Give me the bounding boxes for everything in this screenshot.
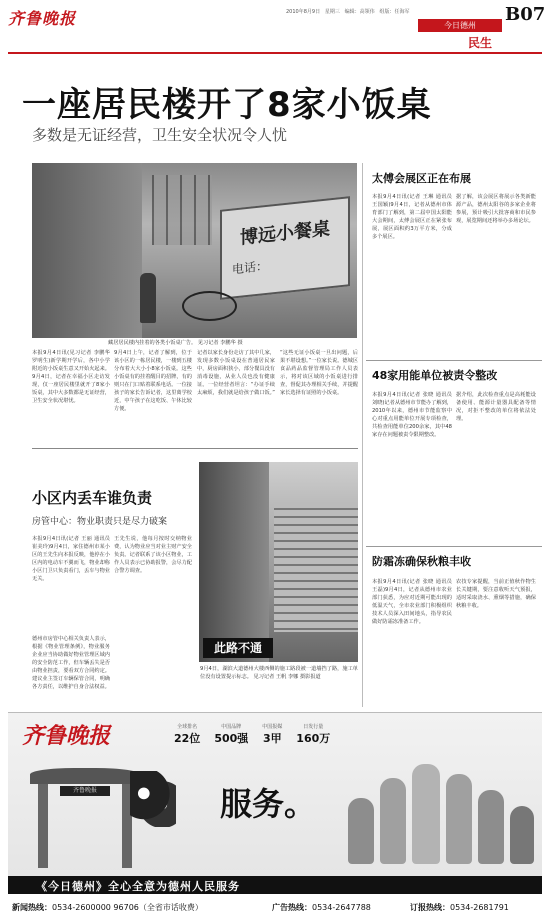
ad-banner-text: 《今日德州》全心全意为德州人民服务 <box>36 880 240 893</box>
thumbs-illustration <box>348 758 538 868</box>
rectify-title: 48家用能单位被责令整改 <box>372 369 498 382</box>
layout-editor: 组版：任海军 <box>379 9 410 15</box>
stat-brand <box>214 723 248 746</box>
gate-roof <box>30 768 140 784</box>
thumb-5 <box>478 790 504 864</box>
lost-col2: 王先生说，他每月按时交纳物业费，认为物业应当对业主财产安全负责。记者联系了该小区物业，工作人员表示已协助报警，会尽力配合警方调查。 <box>114 536 192 574</box>
lead-photo <box>32 163 357 338</box>
lost-col1: 本报9月4日讯(记者 王丽 通讯员 崔美玲)9月4日，家住德州市某小区的王先生向本报反映，他停在小区内的电动车不翼而飞，物业却称小区门卫只负责看门，丢车与物业无关。 <box>32 536 110 582</box>
butterfly-illustration <box>130 771 176 827</box>
headline-subtitle: 多数是无证经营，卫生安全状况令人忧 <box>32 126 288 144</box>
right-col-rule <box>362 163 363 707</box>
ad-block <box>8 712 542 887</box>
editor: 编辑：高领伟 <box>344 9 375 15</box>
ad-hotline-label: 广告热线： <box>272 903 312 912</box>
hotline-row <box>12 902 203 913</box>
gate-illustration <box>30 768 140 868</box>
date: 2010年8月9日 <box>286 9 321 15</box>
flood-col2: 农技专家提醒，当前正值秋作物生长关键期，要注意收听天气预报，适时采取浇水、熏烟等措施，确保秋粮丰收。 <box>456 579 536 609</box>
rectify-col2: 据介绍，此次检查重点是高耗能设备使用、能源计量器具配备等情况，对拒不整改的单位将依法处理。 <box>456 392 536 422</box>
lead-article-col2: 9月4日上午，记者了解到，位于该小区的一栋居民楼，一楼到五楼分布着大大小小8家小饭桌。这些小饭桌有的挂着醒目的招牌，有的则只在门口贴着联系电话。一位接孩子的家长告诉记者，这里离学校近，中午孩子在这吃饭、午休比较方便。 <box>114 350 192 412</box>
stat-circulation <box>296 723 330 746</box>
restaurant-sign <box>220 196 350 300</box>
ad-slogan: 服务。 <box>220 785 317 823</box>
thumb-6 <box>510 806 534 864</box>
section-label: 民生 <box>468 36 493 50</box>
page-number: B07 <box>505 4 546 25</box>
thumb-1 <box>348 798 374 864</box>
ad-logo: 齐鲁晚报 <box>22 723 111 749</box>
lead-article-col3: 记者以家长身份走访了其中几家，发现多数小饭桌设在普通居民家中，厨房面积狭小，部分餐具没有消毒设施，从业人员也没有健康证。一位经营者坦言：“办证手续太麻烦，我们就是给孩子做口饭。” <box>197 350 275 396</box>
sign-name: 博远小餐桌 <box>240 218 330 249</box>
masthead-meta <box>286 8 409 15</box>
thumb-3 <box>412 764 440 864</box>
lead-article-col4: “这些无证小饭桌一旦出问题，后果不堪设想。”一位家长说。德城区食品药品监督管理局工作人员表示，将对该区域的小饭桌进行排查，督促其办理相关手续，并提醒家长选择有证照的小饭桌。 <box>280 350 358 396</box>
road-photo <box>199 462 358 662</box>
sports-title: 太傅会展区正在布展 <box>372 172 471 185</box>
weekday: 星期三 <box>324 9 340 15</box>
stat-label: 中国品牌 <box>221 724 242 730</box>
masthead-rule <box>8 52 542 54</box>
thumb-4 <box>446 774 472 864</box>
building-wall <box>32 163 142 338</box>
lost-subtitle: 房管中心：物业职责只是尽力破案 <box>32 517 168 527</box>
sub-hotline-row <box>410 902 509 913</box>
bicycle <box>182 291 237 321</box>
lead-article-col1: 本报9月4日讯(见习记者 李鹏华 罗明生)新学期开学后，各中小学附近的小饭桌生意又开始火起来。9月4日，记者在幸福小区走访发现，仅一座居民楼里就开了8家小饭桌，其中大多数都是无证经营，卫生安全状况堪忧。 <box>32 350 110 404</box>
photo1-caption: 藏居居民楼内挂着的各类小饭桌广告。 见习记者 李鹏华 摄 <box>108 340 243 346</box>
sign-phone: 电话： <box>232 258 269 277</box>
ad-hotline: 0534-2647788 <box>312 903 371 912</box>
stat-media <box>262 723 282 746</box>
stairs <box>274 502 358 632</box>
stat-value: 160万 <box>296 732 331 745</box>
stat-global <box>174 723 200 746</box>
ad-stats <box>174 723 330 746</box>
masthead-logo: 齐鲁晚报 <box>8 9 77 28</box>
sub-hotline-label: 订报热线： <box>410 903 450 912</box>
news-hotline-label: 新闻热线： <box>12 903 52 912</box>
stat-value: 22位 <box>174 732 201 745</box>
divider-mid <box>32 448 358 449</box>
photo2-caption: 9月4日，湖滨大道德州大楼西侧的施工路段被一道墙挡了路，施工单位没有设置提示标志。 见习记者 王帆 李娜 摄影报道 <box>200 666 358 680</box>
sports-col2: 据了解，该会展区将展示各类新能源产品，德州太阳谷的多家企业将参展，预计吸引大批客商和市民参观，展览期间还将举办多场论坛。 <box>456 194 536 224</box>
sports-col1: 本报9月4日讯(记者 王琳 通讯员 王国颖)9月4日，记者从德州市体育部门了解到，第二届中国太阳能大会期间，太傅会展区正在紧张布展，展区面积约3万平方米，分成多个展区。 <box>372 194 452 240</box>
lost-col3: 德州市房管中心相关负责人表示，根据《物业管理条例》，物业服务企业应当协助做好物业管理区域内的安全防范工作，但车辆丢失是否由物业担责，要看双方合同约定。建议业主签订车辆保管合同，明确各方责任，以维护自身合法权益。 <box>32 636 110 690</box>
headline-title: 一座居民楼开了8家小饭桌 <box>22 85 432 125</box>
flood-col1: 本报9月4日讯(记者 张晓 通讯员 王磊)9月4日，记者从德州市农业部门获悉，为应对近期可能出现的低温天气，全市农业部门积极组织技术人员深入田间地头，指导农民做好防霜冻准备工作。 <box>372 579 452 625</box>
gate-pillar-left <box>38 784 48 868</box>
stamp-box: 此路不通 <box>203 638 273 658</box>
stat-value: 3甲 <box>262 732 282 745</box>
person-figure <box>140 273 156 323</box>
stat-value: 500强 <box>214 732 249 745</box>
ad-hotline-row <box>272 902 371 913</box>
stat-label: 全球排名 <box>177 724 198 730</box>
stat-label: 中国报媒 <box>262 724 283 730</box>
window-grid <box>152 175 212 245</box>
wall-block <box>199 462 269 662</box>
flood-title: 防霜冻确保秋粮丰收 <box>372 555 471 568</box>
stat-label: 日发行量 <box>303 724 324 730</box>
news-hotline: 0534-2600000 96706（全省市话收费） <box>52 903 203 912</box>
right-divider1 <box>366 360 542 361</box>
rectify-col1: 本报9月4日讯(记者 张晓 通讯员 刘晓)记者从德州市节能办了解到，2010年以来，德州市节能监察中心对重点用能单位开展专项检查，共检查用能单位200余家，其中48家存在问题被责令限期整改。 <box>372 392 452 438</box>
gate-plaque: 齐鲁晚报 <box>60 786 110 796</box>
right-divider2 <box>366 546 542 547</box>
lost-title: 小区内丢车谁负责 <box>32 489 153 507</box>
edition-badge: 今日德州 <box>418 19 502 32</box>
thumb-2 <box>380 778 406 864</box>
sub-hotline: 0534-2681791 <box>450 903 509 912</box>
